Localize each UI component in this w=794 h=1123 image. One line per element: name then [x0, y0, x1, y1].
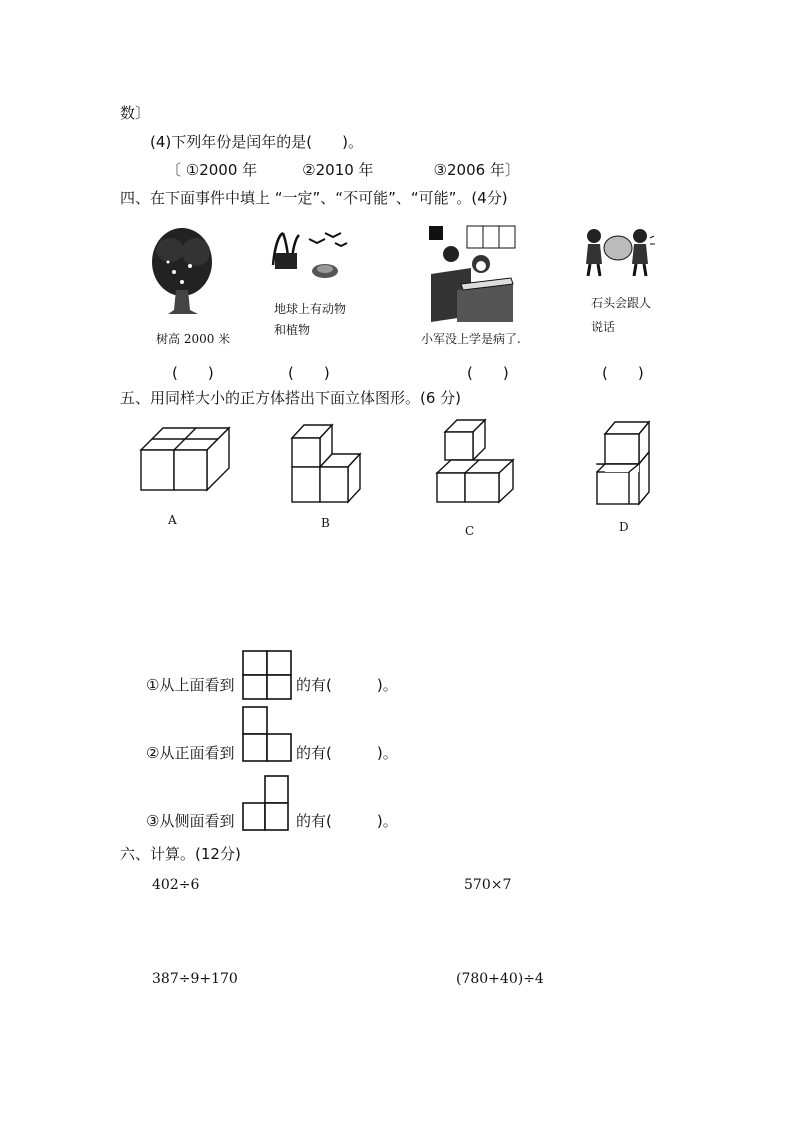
- classroom-caption: 小军没上学是病了.: [421, 332, 521, 346]
- tree-illustration: [140, 222, 230, 322]
- view-q2-suffix: 的有( )。: [296, 744, 398, 762]
- side-view-grid: [242, 775, 290, 831]
- answer-blank[interactable]: ( ): [172, 364, 214, 382]
- answer-blank[interactable]: ( ): [288, 364, 330, 382]
- classroom-illustration: [427, 224, 517, 324]
- talking-rock-illustration: [582, 224, 657, 279]
- rock-caption-line1: 石头会跟人: [591, 296, 652, 310]
- calc-problem: 402÷6: [152, 877, 200, 893]
- rock-caption-line2: 说话: [591, 320, 616, 334]
- calc-problem: 387÷9+170: [152, 971, 238, 987]
- top-view-grid: [242, 650, 292, 700]
- q4-options: 〔 ①2000 年 ②2010 年 ③2006 年〕: [166, 161, 520, 179]
- answer-blank[interactable]: ( ): [602, 364, 644, 382]
- figure-c-cubes: [435, 418, 517, 504]
- view-q2-prefix: ②从正面看到: [146, 744, 235, 762]
- animals-caption-line1: 地球上有动物: [274, 302, 347, 316]
- front-view-grid: [242, 706, 292, 762]
- view-q1-suffix: 的有( )。: [296, 676, 398, 694]
- figure-a-label: A: [168, 513, 177, 527]
- section6-title: 六、计算。(12分): [120, 845, 241, 863]
- animals-plants-illustration: [265, 225, 355, 285]
- calc-problem: 570×7: [464, 877, 512, 893]
- animals-caption-line2: 和植物: [274, 323, 311, 337]
- figure-a-cubes: [138, 426, 234, 492]
- view-q3-suffix: 的有( )。: [296, 812, 398, 830]
- view-q1-prefix: ①从上面看到: [146, 676, 235, 694]
- figure-b-label: B: [321, 516, 330, 530]
- figure-d-cubes: [595, 420, 653, 506]
- figure-b-cubes: [290, 423, 362, 505]
- tree-caption: 树高 2000 米: [156, 332, 231, 346]
- section4-title: 四、在下面事件中填上 “一定”、“不可能”、“可能”。(4分): [120, 189, 508, 207]
- intro-tail: 数〕: [120, 104, 151, 122]
- figure-c-label: C: [465, 524, 475, 538]
- answer-blank[interactable]: ( ): [467, 364, 509, 382]
- section5-title: 五、用同样大小的正方体搭出下面立体图形。(6 分): [120, 389, 462, 407]
- figure-d-label: D: [619, 520, 629, 534]
- calc-problem: (780+40)÷4: [456, 971, 544, 987]
- view-q3-prefix: ③从侧面看到: [146, 812, 235, 830]
- q4-stem: (4)下列年份是闰年的是( )。: [150, 133, 363, 151]
